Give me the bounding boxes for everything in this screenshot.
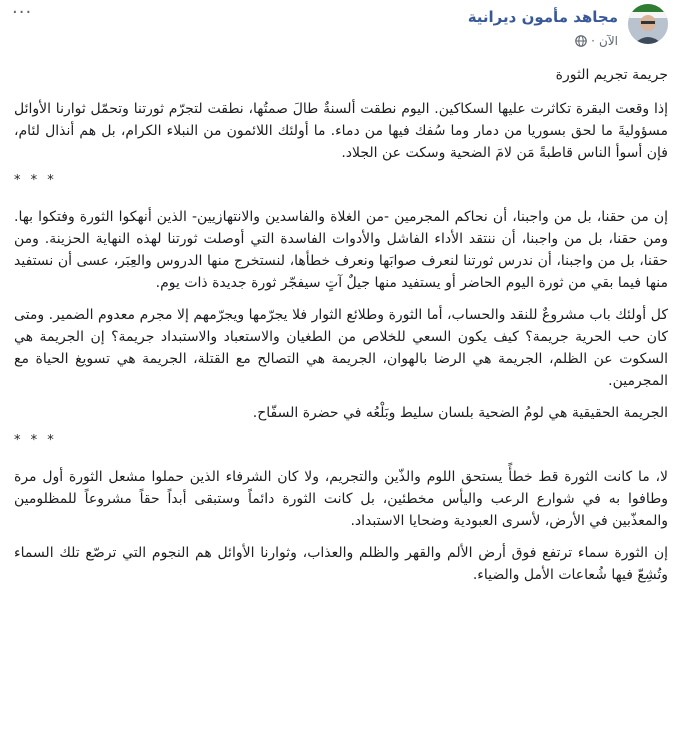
section-divider: * * * — [14, 433, 57, 448]
paragraph-1: إذا وقعت البقرة تكاثرت عليها السكاكين. اليوم نطقت ألسنةٌ طالَ صمتُها، نطقت لتجرّم ثورتنا وتحمّل ثوارنا الأوائل مسؤوليةَ ما لحق بسوريا من دمار وما سُفك فيها من دماء. ما أولئك اللائمون من النبلاء الكرام، بل هم أنذال لئام، فإن أسوأ الناس قاطبةً مَن لامَ الضحية وسكت عن الجلاد. — [14, 101, 668, 161]
post-title: جريمة تجريم الثورة — [555, 67, 668, 83]
globe-icon[interactable] — [575, 35, 587, 47]
post-time[interactable]: الآن — [599, 34, 618, 48]
post-header — [0, 0, 682, 62]
paragraph-2: إن من حقنا، بل من واجبنا، أن نحاكم المجرمين -من الغلاة والفاسدين والانتهازيين- الذين أنهكوا الثورة وفتكوا بها. ومن حقنا، بل من واجبنا، أن ننتقد الأداء الفاشل والأدوات الفاسدة التي أوصلت ثورتنا لهذه النهاية الحزينة. ومن حقنا، بل من واجبنا، أن ندرس ثورتنا لنعرف صوابَها ونعرف خطأها، لنستخرج منها الدروس والعِبَر، عسى أن نستفيد منها فيما بقي من ثورة اليوم الحاضر أو يستفيد منها جيلٌ آتٍ سيفجّر ثورة جديدة ذات يوم. — [14, 209, 668, 291]
section-divider: * * * — [14, 173, 57, 188]
author-name[interactable]: مجاهد مأمون ديرانية — [467, 8, 618, 26]
author-photo-icon — [628, 4, 668, 44]
paragraph-6: إن الثورة سماء ترتفع فوق أرض الألم والقهر والظلم والعذاب، وثوارنا الأوائل هم النجوم التي ترصّع تلك السماء وتُشِعّ فيها شُعاعات الأمل والضياء. — [14, 545, 668, 583]
more-dots-icon[interactable]: ··· — [12, 2, 33, 23]
avatar[interactable] — [628, 4, 668, 44]
post-meta — [575, 34, 618, 48]
paragraph-4: الجريمة الحقيقية هي لومُ الضحية بلسان سليط وبَلْعُه في حضرة السفّاح. — [252, 405, 668, 421]
meta-separator: · — [591, 34, 595, 48]
paragraph-5: لا، ما كانت الثورة قط خطأً يستحق اللوم والذّين والتجريم، ولا كان الشرفاء الذين حملوا مشعل الثورة أول مرة وطافوا به في شوارع الرعب واليأس مخطئين، بل كانت الثورة دائماً وستبقى أبداً حقاً مشروعاً للمظلومين والمعذّبين في الأرض، لأسرى العبودية وضحايا الاستبداد. — [14, 469, 668, 529]
paragraph-3: كل أولئك باب مشروعٌ للنقد والحساب، أما الثورة وطلائع الثوار فلا يجرّمها ويجرّمهم إلا مجرم معدوم الضمير. ومتى كان حب الحرية جريمة؟ كيف يكون السعي للخلاص من الطغيان والاستعباد والاستبداد جريمة؟ إن الجريمة هي السكوت عن الظلم، الجريمة هي الرضا بالهوان، الجريمة هي التصالح مع القتلة، الجريمة هي تسويغ الحياة مع المجرمين. — [14, 307, 668, 389]
post-body — [14, 64, 668, 590]
